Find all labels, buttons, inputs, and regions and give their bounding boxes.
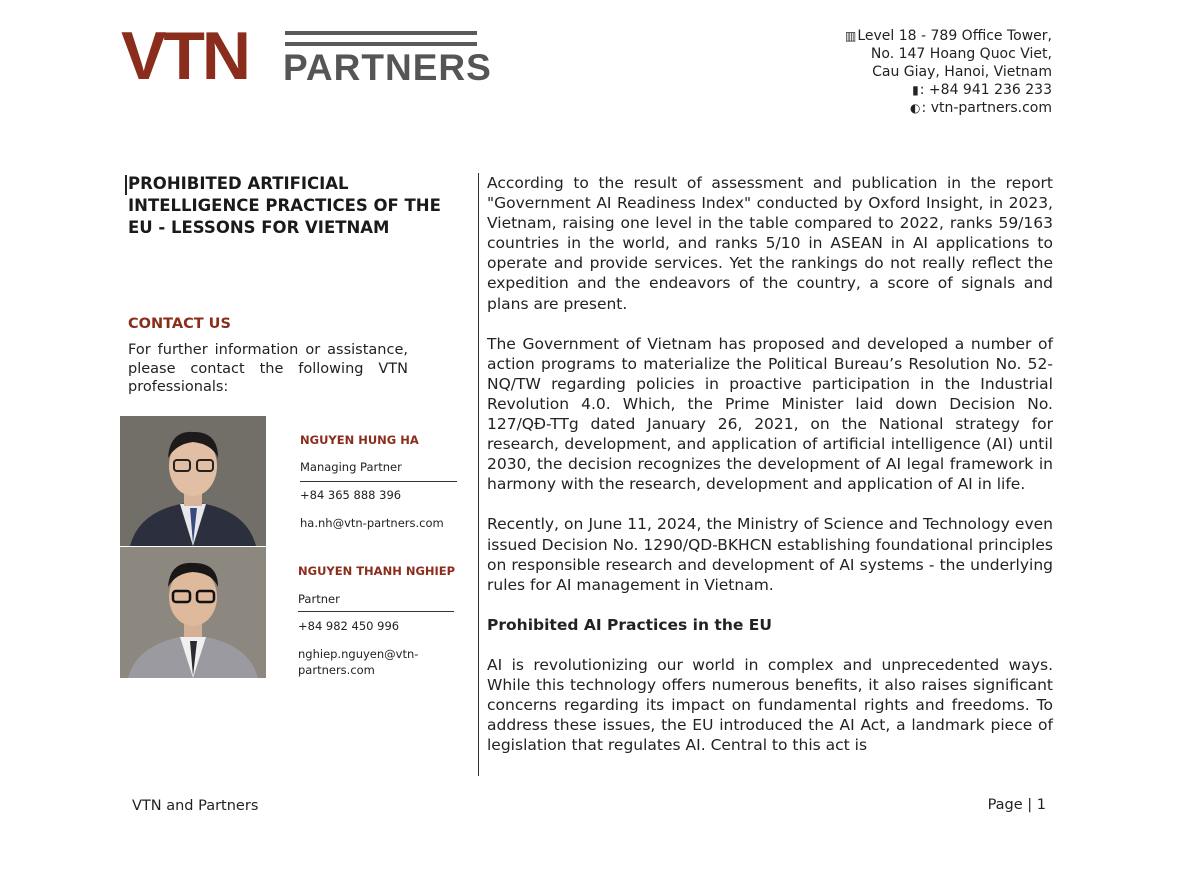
person-phone: +84 365 888 396 (300, 488, 402, 502)
paragraph: The Government of Vietnam has proposed and developed a number of action programs to materialize the Political Bureau’s Resolution No. 52-NQ/TW regarding policies in proactive participation in the Industrial Revolution 4.0. Which, the Prime Minister laid down Decision No. 127/QĐ-TTg dated January 26, 2021, on the National strategy for research, development, and application of artificial intelligence (AI) until 2030, the decision recognizes the development of AI legal framework in harmony with the research, development and application of AI in life. (487, 334, 1053, 494)
logo-line (285, 42, 477, 46)
person-name: NGUYEN THANH NGHIEP (298, 564, 456, 578)
section-heading: Prohibited AI Practices in the EU (487, 615, 772, 634)
globe-icon: ◐ (910, 101, 921, 115)
contact-heading: CONTACT US (128, 316, 231, 332)
phone-icon: ▮ (912, 83, 919, 97)
logo-main-text: VTN (121, 18, 248, 94)
address-line-3: Cau Giay, Hanoi, Vietnam (872, 64, 1052, 80)
paragraph: According to the result of assessment and publication in the report "Government AI Readiness Index" conducted by Oxford Insight, in 2023, Vietnam, raising one level in the table compared to 2022, ranks 59/163 countries in the world, and ranks 5/10 in ASEAN in AI applications to operate and provide services. Yet the rankings do not really reflect the expedition and the endeavors of the country, a score of signals and plans are present. (487, 174, 1053, 313)
paragraph: Recently, on June 11, 2024, the Ministry of Science and Technology even issued Decision No. 1290/QD-BKHCN establishing foundational principles on responsible research and development of AI systems - the underlying rules for AI management in Vietnam. (487, 515, 1053, 594)
website-link[interactable]: : vtn-partners.com (921, 100, 1052, 116)
person-email-continued[interactable]: partners.com (298, 663, 375, 677)
person-role: Partner (298, 592, 340, 606)
person-photo (120, 416, 266, 546)
address-line-1: ▥Level 18 - 789 Office Tower, (844, 28, 1052, 44)
person-email[interactable]: nghiep.nguyen@vtn- (298, 647, 419, 661)
footer-company: VTN and Partners (132, 798, 259, 814)
article-body (487, 173, 1053, 775)
person-email[interactable]: ha.nh@vtn-partners.com (300, 516, 444, 530)
person-phone: +84 982 450 996 (298, 619, 400, 633)
text-cursor (125, 175, 127, 195)
paragraph: AI is revolutionizing our world in complex and unprecedented ways. While this technology offers numerous benefits, it also raises significant concerns regarding its impact on fundamental rights and freedoms. To address these issues, the EU introduced the AI Act, a landmark piece of legislation that regulates AI. Central to this act is (487, 655, 1053, 755)
portrait-image (120, 547, 266, 678)
person-name: NGUYEN HUNG HA (300, 433, 419, 447)
contact-text: For further information or assistance, please contact the following VTN professionals: (128, 342, 408, 395)
portrait-image (120, 416, 266, 546)
address-line-2: No. 147 Hoang Quoc Viet, (870, 46, 1052, 62)
separator-line (298, 611, 454, 612)
phone-line: ▮: +84 941 236 233 (912, 82, 1052, 98)
address-block (845, 27, 1052, 117)
person-photo (120, 547, 266, 678)
column-divider (478, 173, 479, 776)
article-title: PROHIBITED ARTIFICIAL INTELLIGENCE PRACTICES OF THE EU - LESSONS FOR VIETNAM (128, 174, 441, 237)
logo-line (285, 31, 477, 35)
page-number: Page | 1 (987, 797, 1046, 813)
building-icon: ▥ (844, 29, 857, 43)
separator-line (300, 481, 457, 482)
company-logo (121, 18, 492, 94)
logo-sub-text: PARTNERS (283, 47, 492, 88)
person-role: Managing Partner (300, 460, 402, 474)
website-line (845, 99, 1052, 117)
